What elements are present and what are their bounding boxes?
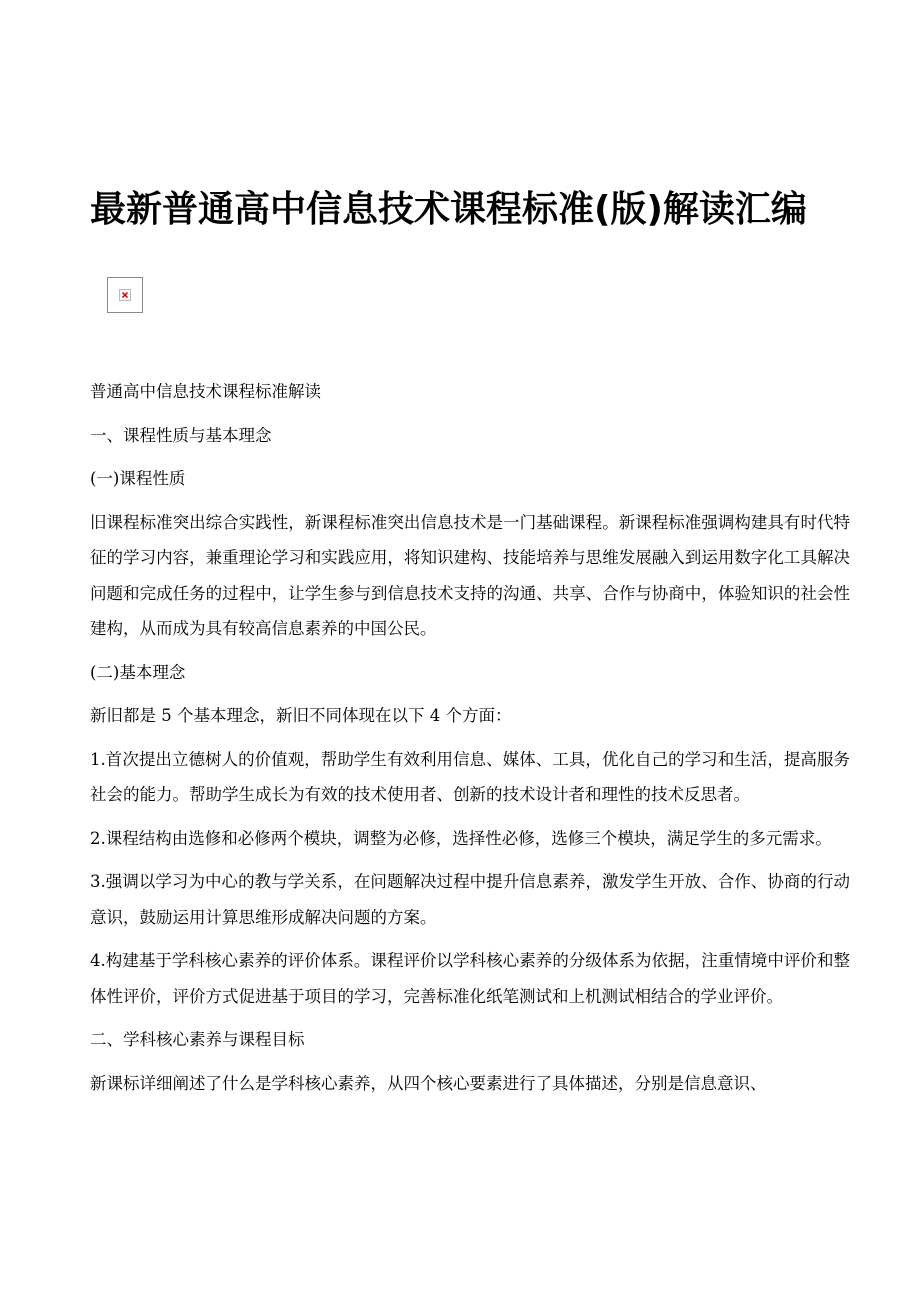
paragraph-core-literacy: 新课标详细阐述了什么是学科核心素养，从四个核心要素进行了具体描述，分别是信息意识、 bbox=[90, 1073, 767, 1093]
paragraph-course-nature: 旧课程标准突出综合实践性，新课程标准突出信息技术是一门基础课程。新课程标准强调构建具有时代特征的学习内容，兼重理论学习和实践应用，将知识建构、技能培养与思维发展融入到运用数字化工具解决问题和完成任务的过程中，让学生参与到信息技术支持的沟通、共享、合作与协商中，体验知识的社会性建构，从而成为具有较高信息素养的中国公民。 bbox=[90, 512, 850, 638]
list-item-3: 3.强调以学习为中心的教与学关系，在问题解决过程中提升信息素养，激发学生开放、合作、协商的行动意识，鼓励运用计算思维形成解决问题的方案。 bbox=[90, 872, 850, 927]
section-heading-1: 一、课程性质与基本理念 bbox=[90, 425, 272, 445]
subsection-heading-1: (一)课程性质 bbox=[90, 469, 186, 488]
document-title: 最新普通高中信息技术课程标准(版)解读汇编 bbox=[90, 189, 807, 230]
paragraph-concepts-intro: 新旧都是 5 个基本理念，新旧不同体现在以下 4 个方面： bbox=[90, 706, 512, 725]
list-item-4: 4.构建基于学科核心素养的评价体系。课程评价以学科核心素养的分级体系为依据，注重情境中评价和整体性评价，评价方式促进基于项目的学习，完善标准化纸笔测试和上机测试相结合的学业评价。 bbox=[90, 951, 850, 1006]
broken-image-icon bbox=[119, 289, 131, 301]
document-body bbox=[90, 374, 850, 1109]
paragraph-subtitle: 普通高中信息技术课程标准解读 bbox=[90, 382, 321, 401]
list-item-1: 1.首次提出立德树人的价值观，帮助学生有效利用信息、媒体、工具，优化自己的学习和生活，提高服务社会的能力。帮助学生成长为有效的技术使用者、创新的技术设计者和理性的技术反思者。 bbox=[90, 749, 850, 804]
section-heading-2: 二、学科核心素养与课程目标 bbox=[90, 1030, 305, 1049]
subsection-heading-2: (二)基本理念 bbox=[90, 662, 186, 682]
list-item-2: 2.课程结构由选修和必修两个模块，调整为必修，选择性必修，选修三个模块，满足学生的多元需求。 bbox=[90, 828, 832, 848]
broken-image-placeholder bbox=[107, 277, 143, 313]
